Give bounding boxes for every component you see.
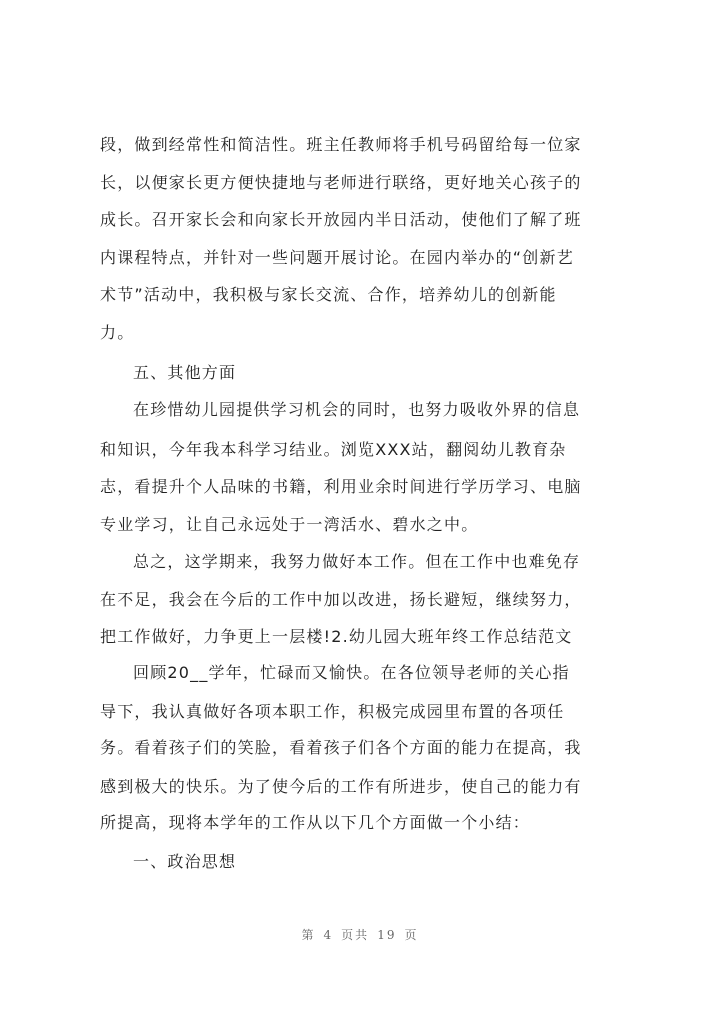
text-line: 长，以便家长更方便快捷地与老师进行联络，更好地关心孩子的	[100, 173, 582, 192]
section-heading: 五、其他方面	[133, 363, 237, 382]
text-line: 把工作做好，力争更上一层楼!2.幼儿园大班年终工作总结范文	[100, 627, 573, 646]
text-line: 所提高，现将本学年的工作从以下几个方面做一个小结：	[100, 813, 531, 832]
footer-suffix: 页	[404, 928, 419, 942]
text-line: 在不足，我会在今后的工作中加以改进，扬长避短，继续努力，	[100, 590, 582, 609]
text-line: 术节”活动中，我积极与家长交流、合作，培养幼儿的创新能	[100, 285, 557, 304]
current-page-number: 4	[323, 928, 334, 942]
text-line: 总之，这学期来，我努力做好本工作。但在工作中也难免存	[133, 552, 581, 571]
text-line: 和知识，今年我本科学习结业。浏览XXX站，翻阅幼儿教育杂	[100, 440, 567, 459]
text-line: 内课程特点，并针对一些问题开展讨论。在园内举办的“创新艺	[100, 248, 574, 267]
text-line: 务。看着孩子们的笑脸，看着孩子们各个方面的能力在提高，我	[100, 738, 582, 757]
footer-prefix: 第	[301, 928, 316, 942]
total-pages: 19	[377, 928, 397, 942]
text-line: 在珍惜幼儿园提供学习机会的同时，也努力吸收外界的信息	[133, 400, 581, 419]
text-line: 力。	[100, 323, 135, 342]
section-heading: 一、政治思想	[133, 852, 237, 871]
text-line: 导下，我认真做好各项本职工作，积极完成园里布置的各项任	[100, 702, 565, 721]
text-line: 志，看提升个人品味的书籍，利用业余时间进行学历学习、电脑	[100, 477, 582, 496]
text-line: 感到极大的快乐。为了使今后的工作有所进步，使自己的能力有	[100, 777, 582, 796]
text-line: 回顾20__学年，忙碌而又愉快。在各位领导老师的关心指	[133, 663, 570, 682]
text-line: 专业学习，让自己永远处于一湾活水、碧水之中。	[100, 515, 479, 534]
page-footer	[0, 926, 720, 943]
text-line: 段，做到经常性和简洁性。班主任教师将手机号码留给每一位家	[100, 135, 582, 154]
text-line: 成长。召开家长会和向家长开放园内半日活动，使他们了解了班	[100, 210, 582, 229]
footer-middle: 页共	[341, 928, 370, 942]
